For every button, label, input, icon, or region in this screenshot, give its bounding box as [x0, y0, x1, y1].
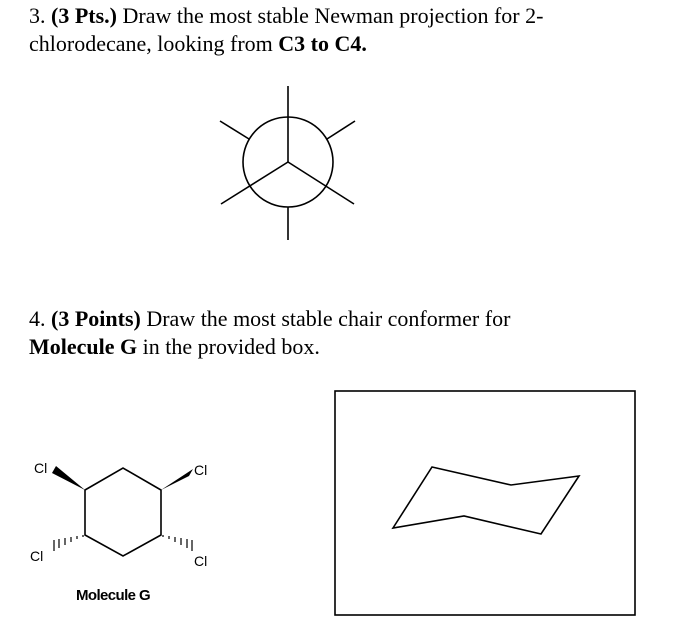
label-cl-bottom-left: Cl	[30, 548, 44, 564]
question-3-to-word: to	[305, 31, 335, 56]
answer-box-border	[335, 391, 635, 615]
answer-box	[335, 391, 635, 615]
molecule-caption: Molecule G	[76, 587, 151, 604]
question-4-number: 4.	[29, 306, 46, 331]
wedge-bond-top-right	[161, 469, 193, 490]
label-cl-top-left: Cl	[34, 460, 48, 476]
label-cl-bottom-right: Cl	[194, 553, 208, 569]
hash-bond-bottom-right	[163, 535, 192, 551]
question-3-to-carbon: C4.	[334, 31, 367, 56]
label-cl-top-right: Cl	[194, 462, 208, 478]
question-3-text-1: Draw the most stable Newman projection for 2-	[116, 3, 544, 28]
hash-bond-bottom-left	[54, 535, 83, 551]
newman-front-bond-lower-right	[288, 162, 354, 204]
molecule-g	[30, 460, 207, 604]
question-4-text-1: Draw the most stable chair conformer for	[140, 306, 511, 331]
question-3-points: (3 Pts.)	[51, 3, 117, 28]
chair-template	[393, 467, 579, 534]
question-4-text-2: in the provided box.	[137, 334, 320, 359]
question-3-number: 3.	[29, 3, 46, 28]
question-4-points: (3 Points)	[51, 306, 141, 331]
newman-projection	[220, 86, 355, 240]
newman-back-bond-upper-left	[220, 121, 249, 139]
question-4-molecule-name: Molecule G	[29, 334, 138, 359]
newman-front-bond-lower-left	[221, 162, 288, 204]
wedge-bond-top-left	[52, 466, 85, 490]
cyclohexane-ring	[85, 468, 161, 556]
question-3-from-carbon: C3	[278, 31, 306, 56]
newman-back-bond-upper-right	[327, 121, 355, 139]
question-3-text-2: chlorodecane, looking from	[29, 31, 279, 56]
